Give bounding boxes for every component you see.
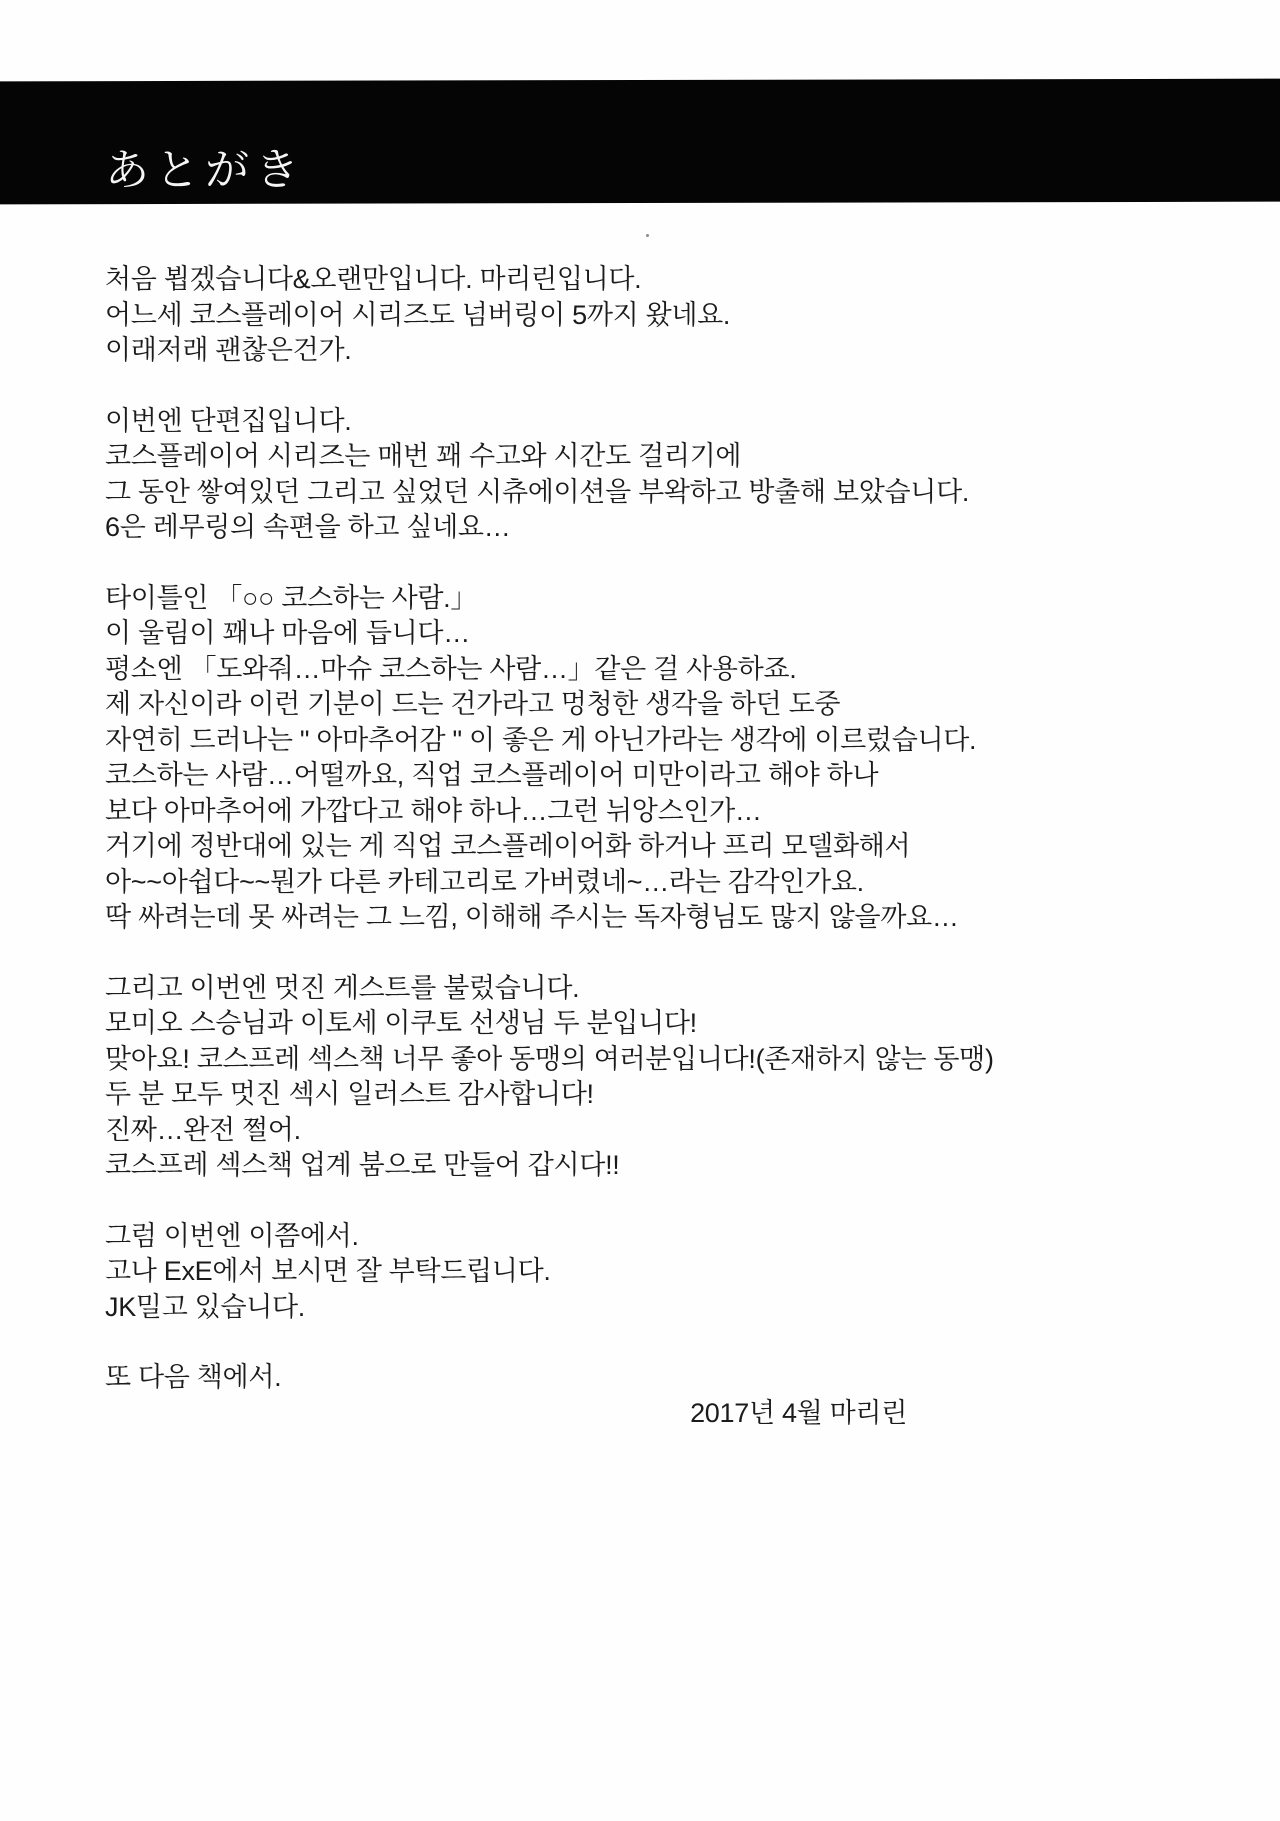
page-title: あとがき bbox=[105, 145, 306, 196]
text-line: 처음 뵙겠습니다&오랜만입니다. 마리린입니다. bbox=[105, 264, 642, 294]
text-line: 이 울림이 꽤나 마음에 듭니다… bbox=[105, 618, 470, 648]
text-line: 그럼 이번엔 이쯤에서. bbox=[105, 1220, 359, 1251]
text-line: 평소엔 「도와줘…마슈 코스하는 사람…」같은 걸 사용하죠. bbox=[105, 653, 797, 684]
text-line: 두 분 모두 멋진 섹시 일러스트 감사합니다! bbox=[105, 1079, 594, 1109]
text-line: 6은 레무링의 속편을 하고 싶네요… bbox=[105, 512, 511, 542]
text-line: 이래저래 괜찮은건가. bbox=[105, 335, 352, 365]
text-line: 제 자신이라 이런 기분이 드는 건가라고 멍청한 생각을 하던 도중 bbox=[105, 689, 841, 719]
paragraph bbox=[105, 404, 1220, 546]
text-line: 진짜…완전 쩔어. bbox=[105, 1114, 301, 1145]
afterword-body bbox=[105, 262, 1220, 1431]
text-line: 코스플레이어 시리즈는 매번 꽤 수고와 시간도 걸리기에 bbox=[105, 441, 742, 471]
text-line: 딱 싸려는데 못 싸려는 그 느낌, 이해해 주시는 독자형님도 많지 않을까요… bbox=[105, 902, 959, 932]
text-line: 그리고 이번엔 멋진 게스트를 불렀습니다. bbox=[105, 972, 580, 1003]
text-line: 또 다음 책에서. bbox=[105, 1362, 282, 1392]
text-line: 아~~아쉽다~~뭔가 다른 카테고리로 가버렸네~…라는 감각인가요. bbox=[105, 866, 864, 897]
text-line: 자연히 드러나는 " 아마추어감 " 이 좋은 게 아닌가라는 생각에 이르렀습니다. bbox=[105, 724, 977, 755]
text-line: 어느세 코스플레이어 시리즈도 넘버링이 5까지 왔네요. bbox=[105, 299, 731, 330]
text-line: 타이틀인 「○○ 코스하는 사람.」 bbox=[105, 582, 478, 613]
paragraph bbox=[105, 971, 1220, 1184]
title-banner bbox=[0, 79, 1280, 205]
scan-speck bbox=[646, 234, 649, 237]
text-line: 고나 ExE에서 보시면 잘 부탁드립니다. bbox=[105, 1256, 551, 1286]
text-line: 코스프레 섹스책 업계 붐으로 만들어 갑시다!! bbox=[105, 1150, 620, 1180]
paragraph bbox=[105, 1360, 1220, 1396]
text-line: 맞아요! 코스프레 섹스책 너무 좋아 동맹의 여러분입니다!(존재하지 않는 동맹) bbox=[105, 1043, 994, 1074]
paragraph bbox=[105, 262, 1220, 369]
text-line: 이번엔 단편집입니다. bbox=[105, 405, 352, 436]
text-line: 그 동안 쌓여있던 그리고 싶었던 시츄에이션을 부왁하고 방출해 보았습니다. bbox=[105, 476, 970, 507]
signature-line: 2017년 4월 마리린 bbox=[690, 1397, 907, 1428]
text-line: JK밀고 있습니다. bbox=[105, 1291, 306, 1322]
text-line: 모미오 스승님과 이토세 이쿠토 선생님 두 분입니다! bbox=[105, 1008, 697, 1038]
paragraph bbox=[105, 581, 1220, 936]
text-line: 거기에 정반대에 있는 게 직업 코스플레이어화 하거나 프리 모델화해서 bbox=[105, 831, 911, 861]
paragraph bbox=[105, 1219, 1220, 1326]
text-line: 코스하는 사람…어떨까요, 직업 코스플레이어 미만이라고 해야 하나 bbox=[105, 760, 879, 790]
text-line: 보다 아마추어에 가깝다고 해야 하나…그런 뉘앙스인가… bbox=[105, 795, 762, 826]
